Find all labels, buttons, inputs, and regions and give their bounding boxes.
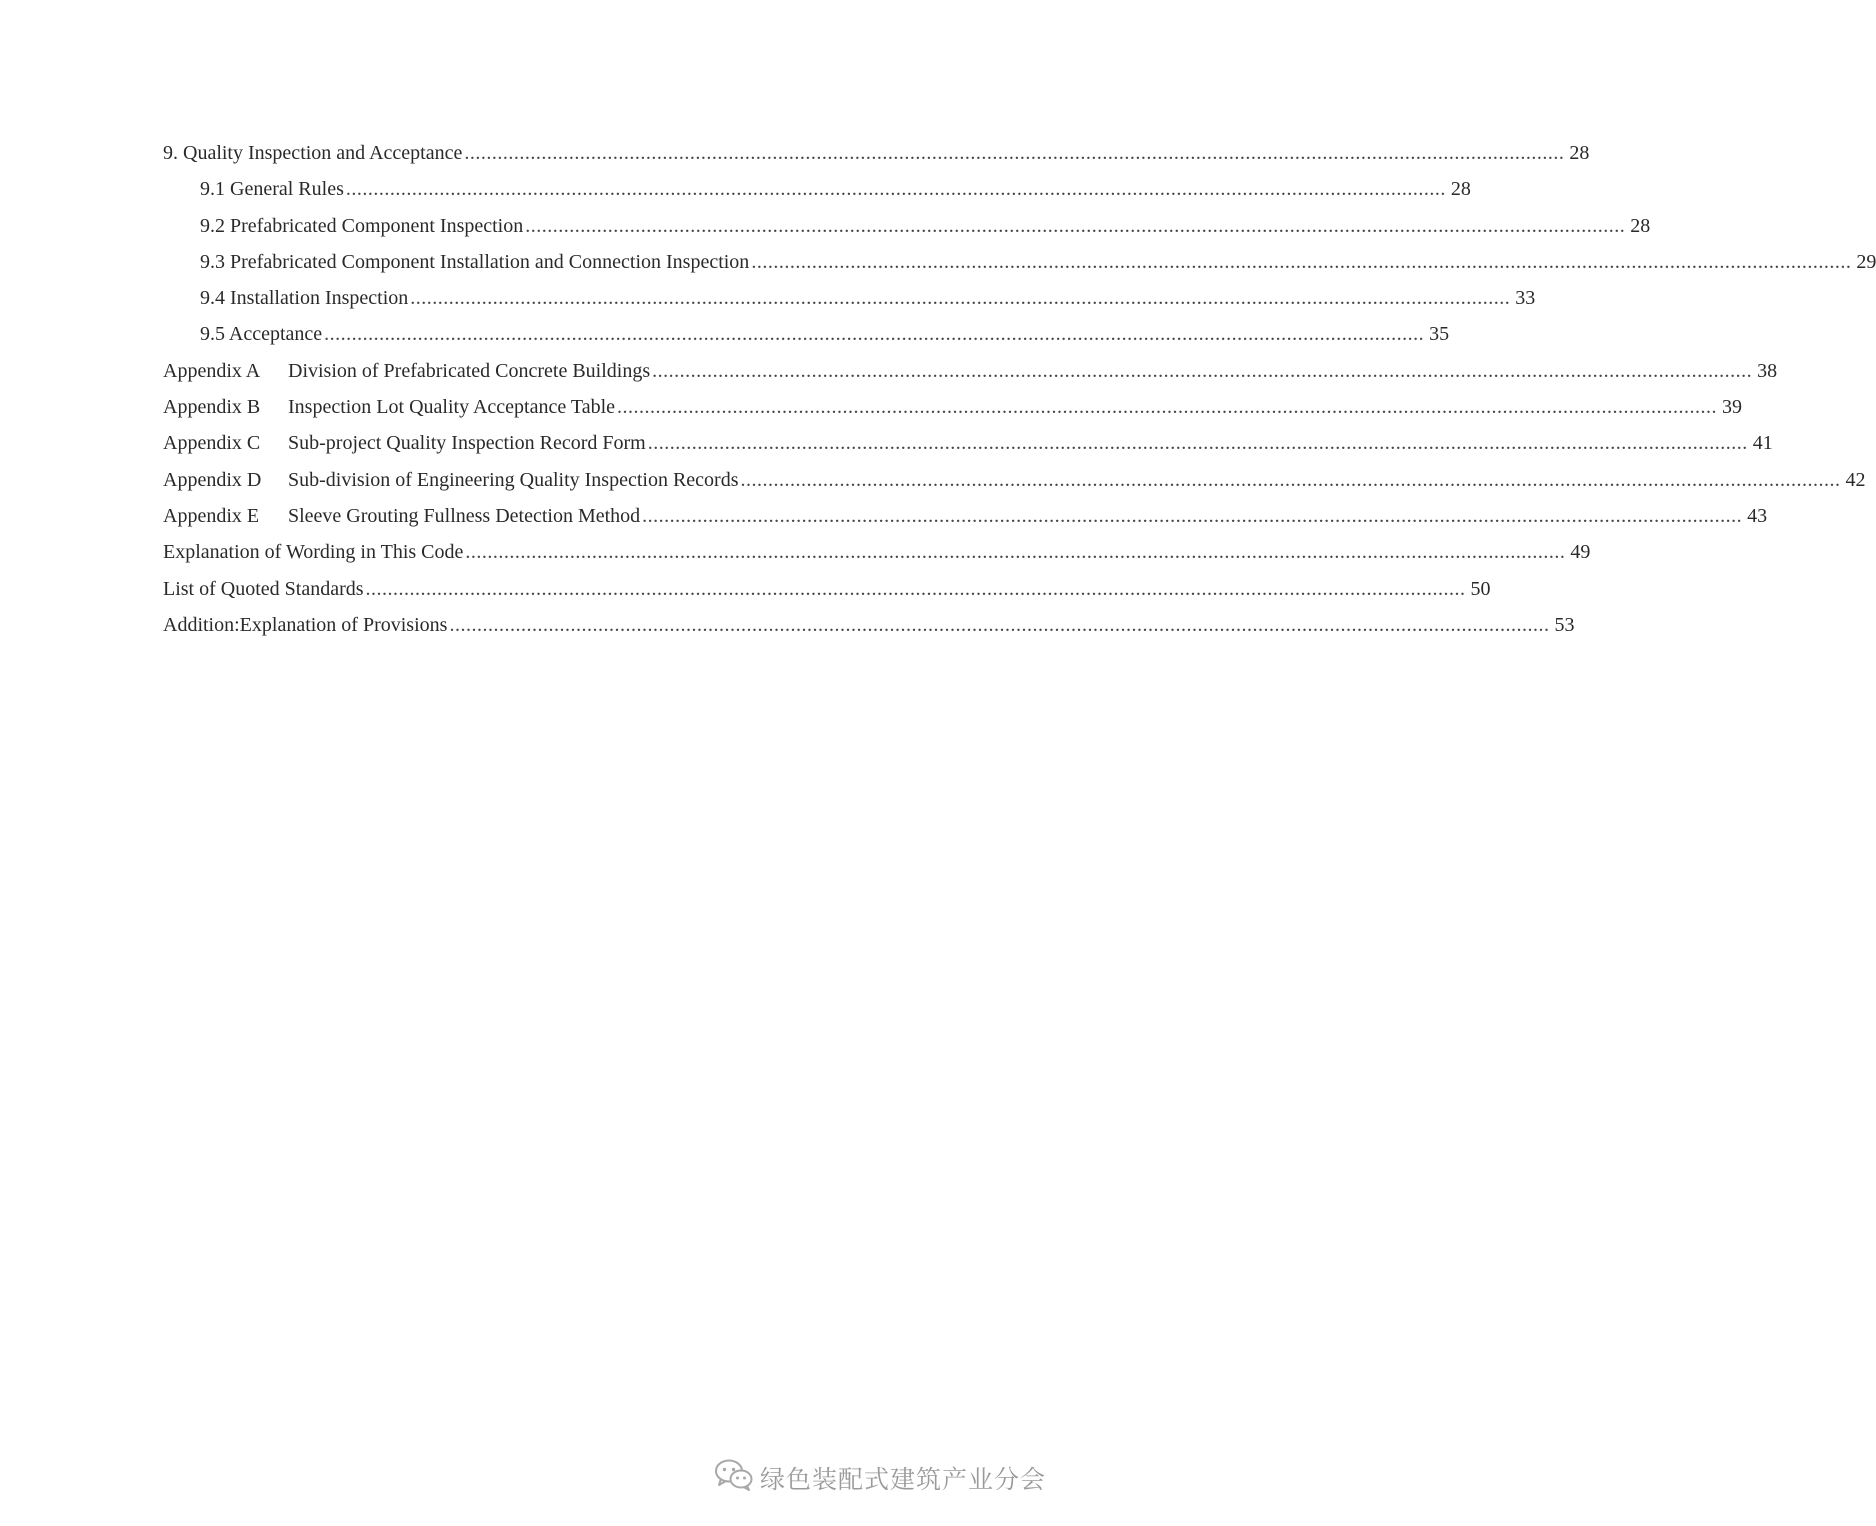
toc-entry-page: 49 (1570, 541, 1591, 564)
toc-entry-prefix: Appendix B (163, 396, 261, 419)
toc-entry[interactable] (163, 208, 1651, 244)
dot-leader: ........................................................................................................................................................................................................ (740, 468, 1841, 491)
toc-entry-title: Explanation of Wording in This Code (163, 541, 464, 564)
dot-leader: ........................................................................................................................................................................................................ (652, 359, 1753, 382)
dot-leader: ........................................................................................................................................................................................................ (751, 250, 1852, 273)
dot-leader: ........................................................................................................................................................................................................ (525, 214, 1626, 237)
toc-entry-title: 9.4 Installation Inspection (200, 287, 409, 310)
toc-entry-title: 9.2 Prefabricated Component Inspection (200, 214, 524, 237)
toc-entry[interactable] (163, 244, 1876, 280)
toc-entry-page: 41 (1752, 432, 1773, 455)
toc-entry-prefix: Appendix E (163, 504, 260, 527)
toc-entry-label (163, 425, 646, 461)
dot-leader: ........................................................................................................................................................................................................ (465, 541, 1566, 564)
toc-entry-title: Sleeve Grouting Fullness Detection Method (288, 504, 641, 527)
dot-leader: ........................................................................................................................................................................................................ (324, 323, 1425, 346)
watermark-text: 绿色装配式建筑产业分会 (759, 1465, 1046, 1494)
toc-entry[interactable] (163, 171, 1471, 207)
toc-entry-page: 39 (1722, 396, 1743, 419)
toc-entry-label (163, 462, 738, 498)
toc-entry-title: Sub-division of Engineering Quality Inspection Records (288, 468, 739, 491)
toc-list (163, 135, 1876, 643)
toc-entry-page: 28 (1630, 214, 1651, 237)
dot-leader: ........................................................................................................................................................................................................ (642, 504, 1743, 527)
toc-entry[interactable] (163, 135, 1590, 171)
toc-entry-label (163, 135, 462, 171)
wechat-icon (714, 1458, 760, 1498)
toc-entry[interactable] (163, 534, 1591, 570)
toc-entry-label (163, 534, 463, 570)
toc-entry-prefix: Appendix D (163, 468, 262, 491)
toc-entry-title: Sub-project Quality Inspection Record Form (288, 432, 646, 455)
toc-entry-title: Division of Prefabricated Concrete Buildings (288, 359, 651, 382)
toc-entry-label (200, 244, 749, 280)
toc-entry[interactable] (163, 425, 1773, 461)
toc-entry-prefix: Appendix A (163, 359, 261, 382)
toc-entry-label (163, 571, 364, 607)
toc-entry-title: Inspection Lot Quality Acceptance Table (288, 396, 616, 419)
toc-entry-label (200, 316, 322, 352)
toc-entry-page: 38 (1757, 359, 1778, 382)
toc-entry-page: 50 (1470, 577, 1491, 600)
dot-leader: ........................................................................................................................................................................................................ (647, 432, 1748, 455)
toc-entry-page: 33 (1515, 287, 1536, 310)
toc-entry[interactable] (163, 607, 1575, 643)
toc-entry-page: 35 (1429, 323, 1450, 346)
dot-leader: ........................................................................................................................................................................................................ (365, 577, 1466, 600)
toc-entry[interactable] (163, 316, 1450, 352)
toc-entry-label (163, 498, 640, 534)
table-of-contents (163, 135, 1876, 643)
toc-entry[interactable] (163, 280, 1536, 316)
toc-entry-label (200, 280, 408, 316)
toc-entry-label (163, 353, 650, 389)
toc-entry-title: List of Quoted Standards (163, 577, 364, 600)
toc-entry-label (200, 208, 523, 244)
toc-entry-title: 9. Quality Inspection and Acceptance (163, 142, 463, 164)
watermark (714, 1458, 1046, 1498)
toc-entry-page: 43 (1747, 504, 1768, 527)
toc-entry-title: 9.5 Acceptance (200, 323, 323, 346)
toc-entry-title: 9.1 General Rules (200, 178, 344, 201)
dot-leader: ........................................................................................................................................................................................................ (410, 287, 1511, 310)
toc-entry-page: 29 (1856, 250, 1876, 273)
toc-entry-title: Addition:Explanation of Provisions (163, 613, 448, 636)
toc-entry[interactable] (163, 353, 1778, 389)
toc-entry-page: 53 (1554, 613, 1575, 636)
dot-leader: ........................................................................................................................................................................................................ (345, 178, 1446, 201)
toc-entry-title: 9.3 Prefabricated Component Installation and Connection Inspection (200, 250, 750, 273)
toc-entry-label (200, 171, 344, 207)
toc-entry-prefix: Appendix C (163, 432, 261, 455)
dot-leader: ........................................................................................................................................................................................................ (449, 613, 1550, 636)
toc-entry[interactable] (163, 462, 1866, 498)
toc-entry-label (163, 389, 615, 425)
toc-entry[interactable] (163, 498, 1768, 534)
toc-entry-label (163, 607, 447, 643)
toc-entry[interactable] (163, 571, 1491, 607)
dot-leader: ........................................................................................................................................................................................................ (617, 396, 1718, 419)
toc-entry-page: 42 (1845, 468, 1866, 491)
dot-leader: ........................................................................................................................................................................................................ (464, 142, 1565, 164)
toc-entry[interactable] (163, 389, 1743, 425)
toc-entry-page: 28 (1450, 178, 1471, 201)
toc-entry-page: 28 (1569, 142, 1590, 164)
